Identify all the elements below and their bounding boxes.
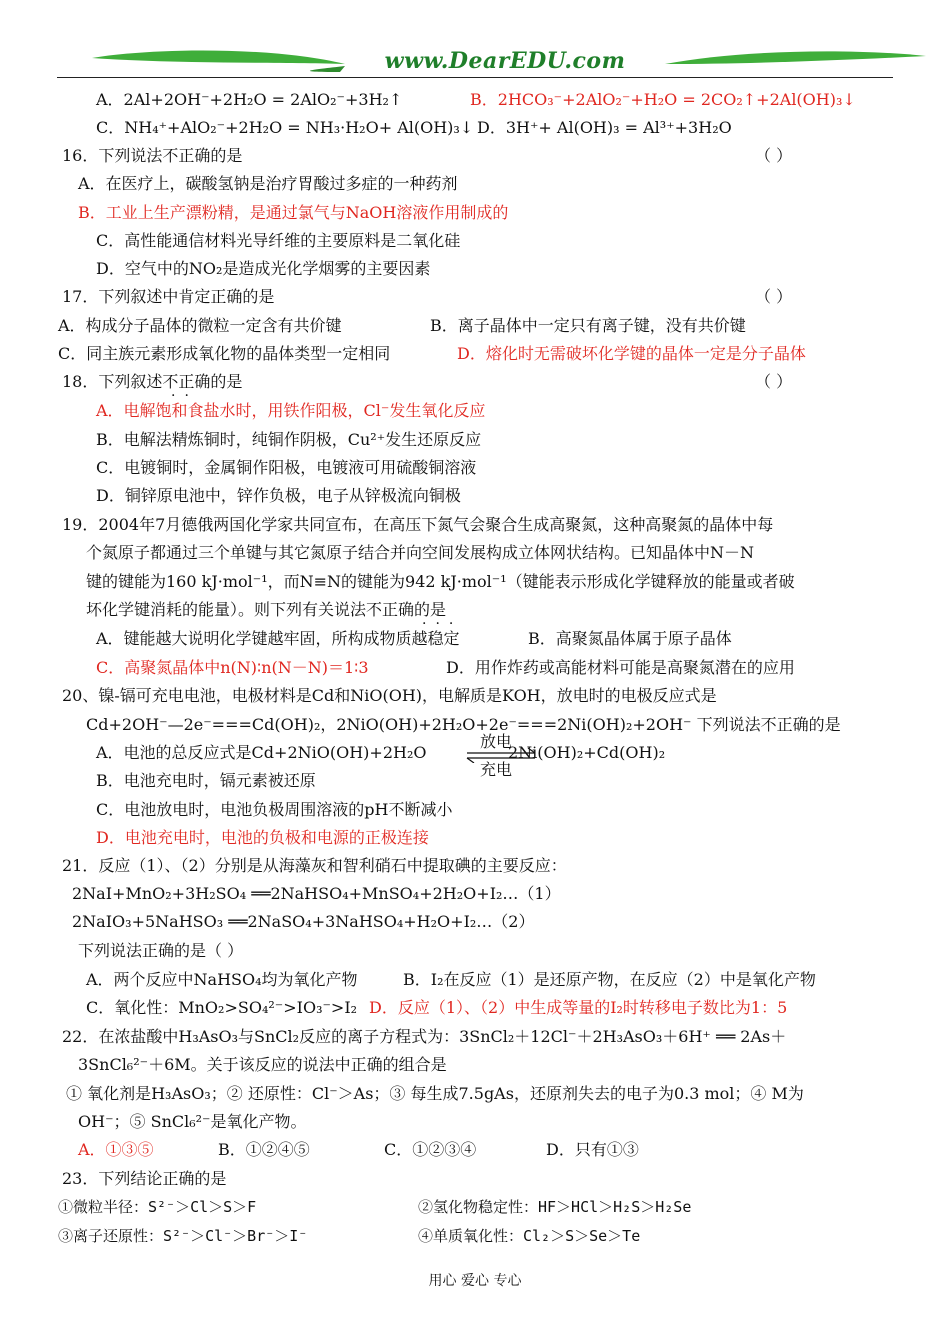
q21-ask: 下列说法正确的是（ ） bbox=[78, 941, 244, 960]
q22-option-a: A．①③⑤ bbox=[78, 1140, 154, 1159]
q15-option-a: A．2Al+2OH⁻+2H₂O = 2AlO₂⁻+3H₂↑ bbox=[96, 90, 403, 109]
q17-option-d: D．熔化时无需破坏化学键的晶体一定是分子晶体 bbox=[457, 344, 806, 363]
q22-line-4: OH⁻；⑤ SnCl₆²⁻是氧化产物。 bbox=[78, 1112, 307, 1131]
q19-line-3: 键的键能为160 kJ·mol⁻¹，而N≡N的键能为942 kJ·mol⁻¹（键能表示形成化学键释放的能量或者破 bbox=[86, 572, 795, 591]
q19-emphasis-dots: ··· bbox=[422, 616, 463, 632]
q16-option-a: A．在医疗上，碳酸氢钠是治疗胃酸过多症的一种药剂 bbox=[78, 174, 458, 193]
q19-line-2: 个氮原子都通过三个单键与其它氮原子结合并向空间发展构成立体网状结构。已知晶体中N－N bbox=[86, 543, 755, 562]
q18-answer-bracket: （ ） bbox=[755, 372, 793, 391]
q19-line-1: 19．2004年7月德俄两国化学家共同宣布，在高压下氮气会聚合生成高聚氮，这种高聚氮的晶体中每 bbox=[62, 515, 774, 534]
q19-line-4: 坏化学键消耗的能量）。则下列有关说法不正确的是 bbox=[86, 600, 447, 619]
q15-option-b: B．2HCO₃⁻+2AlO₂⁻+H₂O = 2CO₂↑+2Al(OH)₃↓ bbox=[470, 90, 856, 109]
q17-option-b: B．离子晶体中一定只有离子键，没有共价键 bbox=[430, 316, 746, 335]
q21-option-d: D．反应（1）、（2）中生成等量的I₂时转移电子数比为1：5 bbox=[369, 998, 788, 1017]
q22-option-d: D．只有①③ bbox=[546, 1140, 639, 1159]
q17-option-c: C．同主族元素形成氧化物的晶体类型一定相同 bbox=[58, 344, 391, 363]
q21-stem: 21．反应（1）、（2）分别是从海藻灰和智利硝石中提取碘的主要反应： bbox=[62, 856, 567, 875]
q20-option-b: B．电池充电时，镉元素被还原 bbox=[96, 771, 316, 790]
q18-option-a: A．电解饱和食盐水时，用铁作阳极，Cl⁻发生氧化反应 bbox=[96, 401, 486, 420]
q15-option-d: D．3H⁺+ Al(OH)₃ = Al³⁺+3H₂O bbox=[477, 118, 732, 137]
q18-option-b: B．电解法精炼铜时，纯铜作阴极，Cu²⁺发生还原反应 bbox=[96, 430, 482, 449]
q23-stem: 23．下列结论正确的是 bbox=[62, 1169, 227, 1188]
q22-line-3: ① 氧化剂是H₃AsO₃；② 还原性：Cl⁻＞As；③ 每生成7.5gAs，还原剂失去的电子为0.3 mol；④ M为 bbox=[66, 1084, 804, 1103]
q20-option-c: C．电池放电时，电池负极周围溶液的pH不断减小 bbox=[96, 800, 453, 819]
site-logo bbox=[90, 42, 930, 82]
q20-option-d: D．电池充电时，电池的负极和电源的正极连接 bbox=[96, 828, 429, 847]
q20-option-a-left: A．电池的总反应式是Cd+2NiO(OH)+2H₂O bbox=[96, 743, 427, 762]
q17-option-a: A．构成分子晶体的微粒一定含有共价键 bbox=[58, 316, 342, 335]
q17-stem: 17．下列叙述中肯定正确的是 bbox=[62, 287, 275, 306]
arrow-label-charge: 充电 bbox=[480, 760, 513, 779]
q18-stem: 18．下列叙述不正确的是 bbox=[62, 372, 243, 391]
q23-item-2: ②氢化物稳定性：HF＞HCl＞H₂S＞H₂Se bbox=[418, 1198, 692, 1216]
q20-line-2: Cd+2OH⁻—2e⁻===Cd(OH)₂，2NiO(OH)+2H₂O+2e⁻===2Ni(OH)₂+2OH⁻ 下列说法不正确的是 bbox=[86, 715, 841, 734]
q18-option-d: D．铜锌原电池中，锌作负极，电子从锌极流向铜极 bbox=[96, 486, 461, 505]
q21-option-c: C．氧化性：MnO₂>SO₄²⁻>IO₃⁻>I₂ bbox=[86, 998, 358, 1017]
q19-option-d: D．用作炸药或高能材料可能是高聚氮潜在的应用 bbox=[446, 658, 795, 677]
q18-option-c: C．电镀铜时，金属铜作阳极，电镀液可用硫酸铜溶液 bbox=[96, 458, 477, 477]
q21-equation-2: 2NaIO₃+5NaHSO₃ ══2NaSO₄+3NaHSO₄+H₂O+I₂…（2） bbox=[72, 912, 535, 931]
q16-answer-bracket: （ ） bbox=[755, 146, 793, 165]
q21-option-a: A．两个反应中NaHSO₄均为氧化产物 bbox=[86, 970, 358, 989]
q19-option-a: A．键能越大说明化学键越牢固，所构成物质越稳定 bbox=[96, 629, 460, 648]
q16-option-c: C．高性能通信材料光导纤维的主要原料是二氧化硅 bbox=[96, 231, 461, 250]
q16-option-d: D．空气中的NO₂是造成光化学烟雾的主要因素 bbox=[96, 259, 431, 278]
logo-text: www.DearEDU.com bbox=[384, 48, 626, 74]
q18-emphasis-dots: ·​· bbox=[171, 388, 198, 404]
q23-item-3: ③离子还原性：S²⁻＞Cl⁻＞Br⁻＞I⁻ bbox=[58, 1227, 308, 1245]
arrow-label-discharge: 放电 bbox=[480, 732, 513, 751]
q22-option-b: B．①②④⑤ bbox=[218, 1140, 310, 1159]
q17-answer-bracket: （ ） bbox=[755, 287, 793, 306]
q23-item-1: ①微粒半径：S²⁻＞Cl＞S＞F bbox=[58, 1198, 257, 1216]
q21-equation-1: 2NaI+MnO₂+3H₂SO₄ ══2NaHSO₄+MnSO₄+2H₂O+I₂…（1） bbox=[72, 884, 561, 903]
q19-option-c: C．高聚氮晶体中n(N)∶n(N－N)＝1∶3 bbox=[96, 658, 369, 677]
q16-stem: 16．下列说法不正确的是 bbox=[62, 146, 243, 165]
q20-line-1: 20、镍-镉可充电电池，电极材料是Cd和NiO(OH)，电解质是KOH，放电时的电极反应式是 bbox=[62, 686, 717, 705]
q19-option-b: B．高聚氮晶体属于原子晶体 bbox=[528, 629, 732, 648]
q22-line-1: 22．在浓盐酸中H₃AsO₃与SnCl₂反应的离子方程式为：3SnCl₂＋12Cl⁻＋2H₃AsO₃＋6H⁺ ══ 2As＋ bbox=[62, 1027, 787, 1046]
header-rule bbox=[57, 77, 893, 78]
page-footer: 用心 爱心 专心 bbox=[428, 1273, 522, 1289]
q16-option-b: B．工业上生产漂粉精，是通过氯气与NaOH溶液作用制成的 bbox=[78, 203, 509, 222]
q23-item-4: ④单质氧化性：Cl₂＞S＞Se＞Te bbox=[418, 1227, 641, 1245]
q22-option-c: C．①②③④ bbox=[384, 1140, 477, 1159]
q20-option-a-right: 2Ni(OH)₂+Cd(OH)₂ bbox=[508, 743, 666, 762]
q21-option-b: B．I₂在反应（1）是还原产物，在反应（2）中是氧化产物 bbox=[403, 970, 816, 989]
q22-line-2: 3SnCl₆²⁻＋6M。关于该反应的说法中正确的组合是 bbox=[78, 1055, 447, 1074]
q15-option-c: C．NH₄⁺+AlO₂⁻+2H₂O = NH₃·H₂O+ Al(OH)₃↓ bbox=[96, 118, 474, 137]
